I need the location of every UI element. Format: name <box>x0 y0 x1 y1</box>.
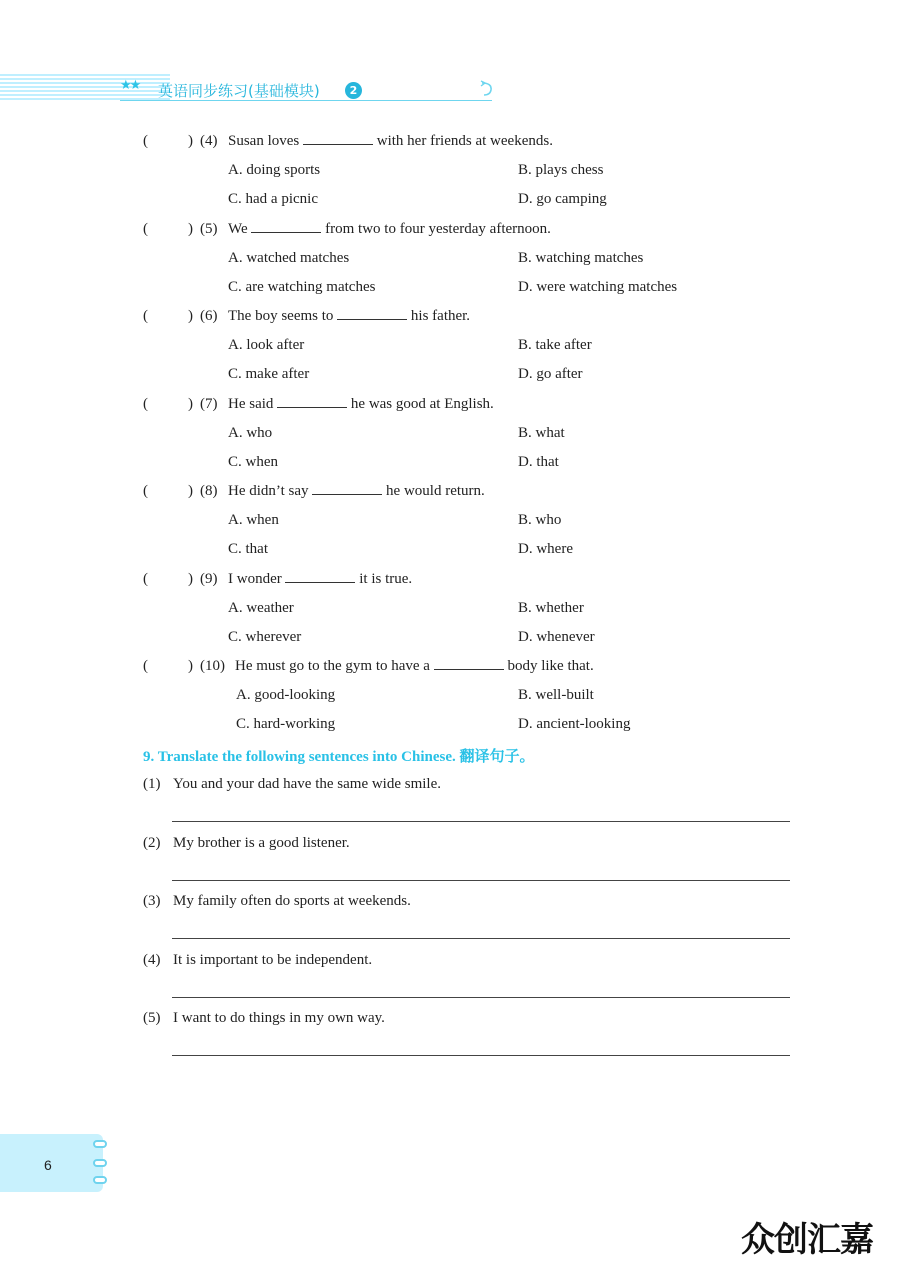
answer-paren-close: ) <box>188 395 193 412</box>
fill-blank[interactable] <box>337 307 407 320</box>
option-b: B. plays chess <box>518 162 604 179</box>
fill-blank[interactable] <box>285 570 355 583</box>
option-a: A. look after <box>228 337 305 354</box>
answer-paren-open: ( <box>143 133 148 149</box>
translation-number: (2) <box>143 834 161 851</box>
option-a: A. when <box>228 512 279 529</box>
header-stripe-band <box>0 74 170 102</box>
option-a: A. who <box>228 424 273 441</box>
option-a: A. weather <box>228 599 294 616</box>
stem-after-blank: with her friends at weekends. <box>376 133 553 149</box>
question-number: (4) <box>200 133 218 149</box>
option-d: D. go after <box>518 366 583 383</box>
binder-ring-icon <box>93 1176 107 1184</box>
stem-before-blank: The boy seems to <box>228 308 334 324</box>
page-number: 6 <box>44 1157 52 1173</box>
option-b: B. what <box>518 424 565 441</box>
stem-after-blank: his father. <box>410 308 471 324</box>
stem-before-blank: We <box>228 220 248 237</box>
stem-before-blank: I wonder <box>228 570 282 587</box>
option-b: B. watching matches <box>518 249 644 266</box>
section-9-heading <box>143 745 535 766</box>
translation-number: (4) <box>143 951 161 968</box>
question-number: (5) <box>200 220 218 237</box>
option-b: B. well-built <box>518 687 594 704</box>
question-stem <box>228 307 470 325</box>
question-number: (6) <box>200 308 218 324</box>
stem-before-blank: Susan loves <box>228 133 300 149</box>
answer-line[interactable] <box>172 821 790 822</box>
fill-blank[interactable] <box>303 132 373 145</box>
option-d: D. go camping <box>518 191 607 208</box>
answer-paren-open: ( <box>143 395 148 412</box>
answer-paren-close: ) <box>188 133 193 149</box>
answer-paren-close: ) <box>188 220 193 237</box>
answer-paren-close: ) <box>188 658 193 674</box>
fill-blank[interactable] <box>277 395 347 408</box>
question-stem <box>228 395 494 413</box>
answer-line[interactable] <box>172 997 790 998</box>
binder-ring-icon <box>93 1140 107 1148</box>
question-number: (10) <box>200 658 225 674</box>
stem-after-blank: body like that. <box>507 658 594 674</box>
option-c: C. had a picnic <box>228 191 318 208</box>
section-9-heading-en: 9. Translate the following sentences into Chinese. <box>143 749 456 765</box>
option-c: C. wherever <box>228 628 302 645</box>
answer-paren-open: ( <box>143 483 148 499</box>
option-c: C. that <box>228 541 268 558</box>
stem-after-blank: he would return. <box>386 483 485 499</box>
translation-sentence: My brother is a good listener. <box>173 834 350 851</box>
translation-number: (1) <box>143 776 161 792</box>
translation-sentence: I want to do things in my own way. <box>173 1010 385 1027</box>
question-stem <box>235 657 594 675</box>
option-a: A. doing sports <box>228 162 321 179</box>
answer-paren-open: ( <box>143 570 148 587</box>
fill-blank[interactable] <box>251 220 321 233</box>
option-d: D. where <box>518 541 573 558</box>
question-stem <box>228 220 551 238</box>
fill-blank[interactable] <box>312 482 382 495</box>
answer-paren-open: ( <box>143 308 148 324</box>
answer-paren-close: ) <box>188 483 193 499</box>
option-b: B. whether <box>518 599 584 616</box>
option-c: C. when <box>228 453 278 470</box>
option-d: D. were watching matches <box>518 278 678 295</box>
question-stem <box>228 482 485 500</box>
option-c: C. make after <box>228 366 310 383</box>
stem-after-blank: he was good at English. <box>350 395 494 412</box>
question-number: (8) <box>200 483 218 499</box>
answer-paren-close: ) <box>188 308 193 324</box>
brand-watermark: 众创汇嘉 <box>741 1220 873 1260</box>
question-number: (7) <box>200 395 218 412</box>
binder-ring-icon <box>93 1159 107 1167</box>
question-stem <box>228 132 553 150</box>
translation-number: (5) <box>143 1010 161 1027</box>
option-a: A. good-looking <box>236 687 336 704</box>
option-b: B. take after <box>518 337 592 354</box>
stem-before-blank: He didn’t say <box>228 483 309 499</box>
section-9-heading-cn: 翻译句子。 <box>459 747 535 765</box>
answer-paren-close: ) <box>188 570 193 587</box>
question-stem <box>228 570 412 588</box>
translation-sentence: You and your dad have the same wide smile. <box>173 776 442 792</box>
curl-arrow-icon <box>478 80 496 98</box>
stem-after-blank: it is true. <box>359 570 413 587</box>
option-d: D. whenever <box>518 628 595 645</box>
translation-sentence: My family often do sports at weekends. <box>173 893 411 910</box>
translation-sentence: It is important to be independent. <box>173 951 373 968</box>
answer-line[interactable] <box>172 1055 790 1056</box>
answer-paren-open: ( <box>143 658 148 674</box>
option-a: A. watched matches <box>228 249 350 266</box>
option-b: B. who <box>518 512 562 529</box>
answer-line[interactable] <box>172 880 790 881</box>
option-d: D. ancient-looking <box>518 716 631 733</box>
stem-after-blank: from two to four yesterday afternoon. <box>325 220 551 237</box>
fill-blank[interactable] <box>434 657 504 670</box>
answer-paren-open: ( <box>143 220 148 237</box>
stem-before-blank: He must go to the gym to have a <box>235 658 430 674</box>
option-c: C. hard-working <box>236 716 336 733</box>
volume-badge: 2 <box>345 82 362 99</box>
answer-line[interactable] <box>172 938 790 939</box>
stem-before-blank: He said <box>228 395 274 412</box>
star-icon: ★★ <box>120 78 140 93</box>
book-title: 英语同步练习(基础模块) <box>158 82 320 100</box>
option-d: D. that <box>518 453 559 470</box>
translation-number: (3) <box>143 893 161 910</box>
question-number: (9) <box>200 570 218 587</box>
option-c: C. are watching matches <box>228 278 376 295</box>
